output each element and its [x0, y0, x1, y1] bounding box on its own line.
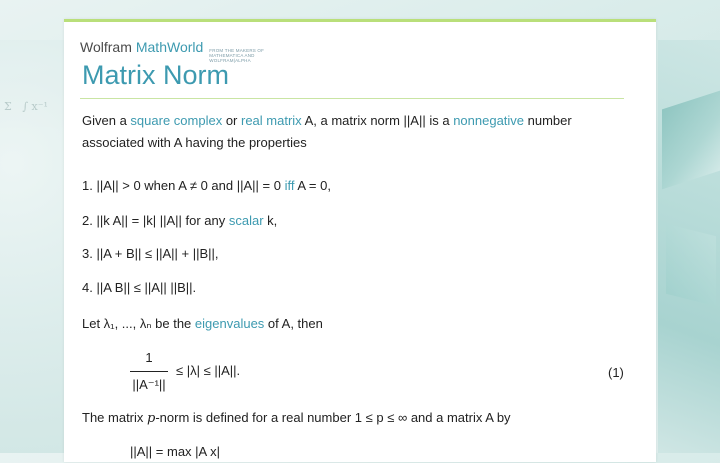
background-left-decoration — [0, 40, 64, 453]
eigenvalues-sentence — [82, 313, 323, 335]
property-1-text: 1. ||A|| > 0 when A ≠ 0 and ||A|| = 0 — [82, 178, 285, 193]
link-real-matrix[interactable]: real matrix — [241, 113, 302, 128]
brand-mathworld: MathWorld — [135, 39, 204, 55]
background-shape-icon-2 — [666, 224, 716, 306]
intro-text-3: A, a matrix norm ||A|| is a — [301, 113, 454, 128]
article-card — [64, 19, 656, 462]
link-square-complex[interactable]: square complex — [130, 113, 223, 128]
intro-text-2: or — [222, 113, 241, 128]
background-math-scrawl: Σ ∫ x⁻¹ — [4, 100, 48, 113]
property-1 — [82, 175, 331, 197]
property-3: 3. ||A + B|| ≤ ||A|| + ||B||, — [82, 246, 219, 261]
pnorm-p: p — [147, 411, 156, 426]
equation-1-number: (1) — [608, 365, 624, 380]
pnorm-text-1: The matrix — [82, 410, 148, 425]
link-eigenvalues[interactable]: eigenvalues — [194, 316, 265, 331]
equation-1-fraction — [130, 347, 168, 396]
link-iff[interactable]: iff — [284, 178, 295, 193]
p-norm-sentence — [82, 407, 511, 430]
property-2 — [82, 210, 277, 232]
property-2-text: 2. ||k A|| = |k| ||A|| for any — [82, 213, 229, 228]
link-nonnegative[interactable]: nonnegative — [453, 113, 525, 128]
brand-wolfram: Wolfram — [80, 39, 132, 55]
property-4: 4. ||A B|| ≤ ||A|| ||B||. — [82, 280, 197, 295]
link-scalar[interactable]: scalar — [228, 213, 264, 228]
equation-1-denominator: ||A⁻¹|| — [132, 376, 166, 392]
equation-1-rhs: ≤ |λ| ≤ ||A||. — [176, 363, 241, 378]
equation-1-numerator: 1 — [130, 347, 168, 372]
equation-2: ||A|| = max |A x| — [130, 444, 220, 459]
background-shape-icon — [662, 91, 720, 190]
intro-text-1: Given a — [82, 113, 131, 128]
property-2-end: k, — [263, 213, 278, 228]
intro-paragraph — [82, 110, 626, 154]
background-right-decoration — [658, 40, 720, 453]
eigen-text-2: of A, then — [264, 316, 323, 331]
property-1-end: A = 0, — [294, 178, 331, 193]
page-title: Matrix Norm — [82, 60, 229, 90]
pnorm-text-2: -norm is defined for a real number 1 ≤ p ≤ ∞ and a matrix A by — [155, 410, 511, 425]
title-divider — [80, 98, 624, 99]
eigen-text-1: Let λ₁, ..., λₙ be the — [82, 316, 195, 331]
brand-tagline: FROM THE MAKERS OF MATHEMATICA AND WOLFRAM|ALPHA — [209, 48, 265, 63]
equation-1 — [130, 346, 240, 396]
intro-text-4: number associated with A having the properties — [82, 113, 572, 150]
